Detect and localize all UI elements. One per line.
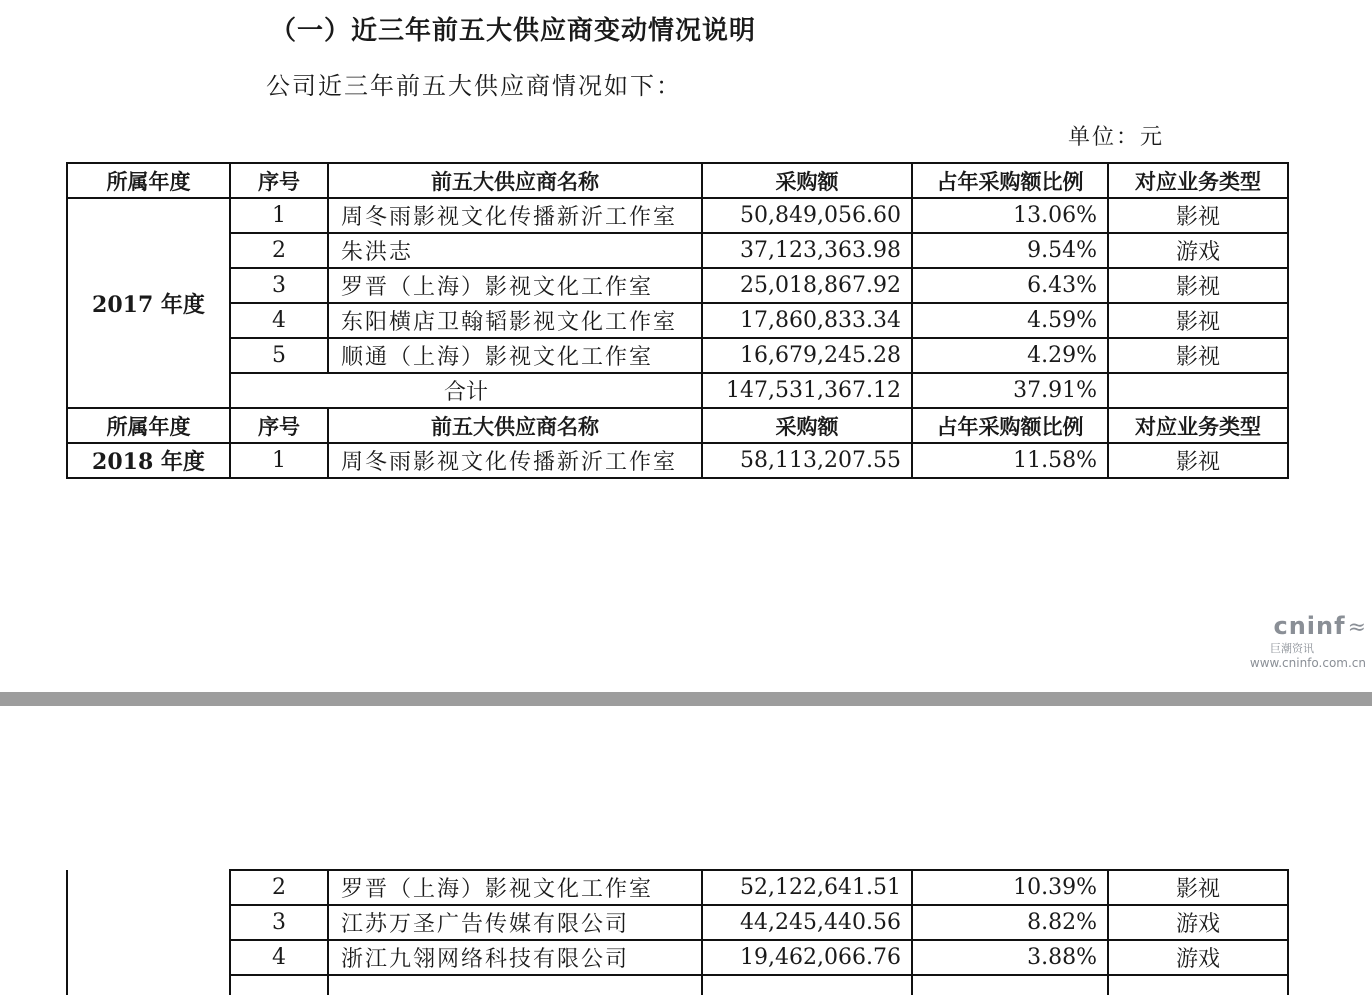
supplier-table-continued [66, 869, 1289, 995]
supplier-name-cutoff [328, 975, 702, 995]
watermark-url: www.cninfo.com.cn [1249, 656, 1366, 670]
table-row-cutoff [67, 975, 1288, 995]
header-no: 序号 [230, 408, 328, 443]
purchase-ratio: 9.54% [912, 233, 1108, 268]
table-row [67, 233, 1288, 268]
row-no: 5 [230, 338, 328, 373]
supplier-name: 周冬雨影视文化传播新沂工作室 [328, 198, 702, 233]
table-row [67, 905, 1288, 940]
cninfo-watermark [1236, 612, 1366, 670]
page-separator [0, 692, 1372, 706]
intro-text: 公司近三年前五大供应商情况如下： [266, 72, 682, 100]
purchase-ratio: 11.58% [912, 443, 1108, 478]
business-type: 游戏 [1108, 905, 1288, 940]
supplier-name: 周冬雨影视文化传播新沂工作室 [328, 443, 702, 478]
cninfo-logo-icon: ≈ [1347, 615, 1366, 640]
header-year: 所属年度 [67, 408, 230, 443]
supplier-name: 罗晋（上海）影视文化工作室 [328, 268, 702, 303]
total-row [67, 373, 1288, 408]
row-no-cutoff [230, 975, 328, 995]
table-row [67, 443, 1288, 478]
total-ratio: 37.91% [912, 373, 1108, 408]
purchase-amount: 25,018,867.92 [702, 268, 912, 303]
business-type: 影视 [1108, 443, 1288, 478]
table-row [67, 940, 1288, 975]
supplier-name: 罗晋（上海）影视文化工作室 [328, 870, 702, 905]
purchase-amount: 17,860,833.34 [702, 303, 912, 338]
business-type: 影视 [1108, 198, 1288, 233]
supplier-name: 浙江九翎网络科技有限公司 [328, 940, 702, 975]
business-type: 影视 [1108, 268, 1288, 303]
purchase-ratio: 4.59% [912, 303, 1108, 338]
business-type: 影视 [1108, 338, 1288, 373]
total-type-empty [1108, 373, 1288, 408]
table-row [67, 303, 1288, 338]
section-heading: （一）近三年前五大供应商变动情况说明 [270, 16, 757, 46]
row-no: 3 [230, 268, 328, 303]
header-amount: 采购额 [702, 408, 912, 443]
purchase-amount: 58,113,207.55 [702, 443, 912, 478]
year-cell-2017: 2017 年度 [67, 198, 230, 408]
table-row [67, 198, 1288, 233]
purchase-ratio: 8.82% [912, 905, 1108, 940]
purchase-amount: 52,122,641.51 [702, 870, 912, 905]
header-business-type: 对应业务类型 [1108, 163, 1288, 198]
table-row [67, 268, 1288, 303]
header-no: 序号 [230, 163, 328, 198]
table-row [67, 870, 1288, 905]
unit-label: 单位：元 [1068, 125, 1165, 150]
header-supplier-name: 前五大供应商名称 [328, 408, 702, 443]
total-amount: 147,531,367.12 [702, 373, 912, 408]
row-no: 2 [230, 233, 328, 268]
purchase-amount: 44,245,440.56 [702, 905, 912, 940]
header-ratio: 占年采购额比例 [912, 408, 1108, 443]
header-supplier-name: 前五大供应商名称 [328, 163, 702, 198]
purchase-ratio: 6.43% [912, 268, 1108, 303]
supplier-table [66, 162, 1289, 479]
header-business-type: 对应业务类型 [1108, 408, 1288, 443]
header-amount: 采购额 [702, 163, 912, 198]
row-no: 1 [230, 443, 328, 478]
table-row [67, 338, 1288, 373]
row-no: 4 [230, 303, 328, 338]
year-cell-2018-continued [67, 870, 230, 995]
purchase-ratio: 4.29% [912, 338, 1108, 373]
row-no: 1 [230, 198, 328, 233]
document-page-2 [0, 706, 1372, 995]
supplier-name: 江苏万圣广告传媒有限公司 [328, 905, 702, 940]
purchase-ratio: 13.06% [912, 198, 1108, 233]
purchase-amount-cutoff [702, 975, 912, 995]
business-type: 影视 [1108, 870, 1288, 905]
purchase-amount: 16,679,245.28 [702, 338, 912, 373]
watermark-brand: cninf [1273, 612, 1346, 640]
header-year: 所属年度 [67, 163, 230, 198]
purchase-amount: 37,123,363.98 [702, 233, 912, 268]
row-no: 4 [230, 940, 328, 975]
business-type-cutoff [1108, 975, 1288, 995]
row-no: 2 [230, 870, 328, 905]
purchase-ratio-cutoff [912, 975, 1108, 995]
total-label: 合计 [230, 373, 702, 408]
business-type: 游戏 [1108, 233, 1288, 268]
business-type: 影视 [1108, 303, 1288, 338]
purchase-ratio: 3.88% [912, 940, 1108, 975]
purchase-amount: 19,462,066.76 [702, 940, 912, 975]
supplier-name: 顺通（上海）影视文化工作室 [328, 338, 702, 373]
year-cell-2018: 2018 年度 [67, 443, 230, 478]
business-type: 游戏 [1108, 940, 1288, 975]
purchase-ratio: 10.39% [912, 870, 1108, 905]
header-ratio: 占年采购额比例 [912, 163, 1108, 198]
watermark-sub: 巨潮资讯 [1270, 642, 1314, 655]
purchase-amount: 50,849,056.60 [702, 198, 912, 233]
table-header-row-2018 [67, 408, 1288, 443]
supplier-name: 朱洪志 [328, 233, 702, 268]
row-no: 3 [230, 905, 328, 940]
supplier-name: 东阳横店卫翰韬影视文化工作室 [328, 303, 702, 338]
table-header-row [67, 163, 1288, 198]
